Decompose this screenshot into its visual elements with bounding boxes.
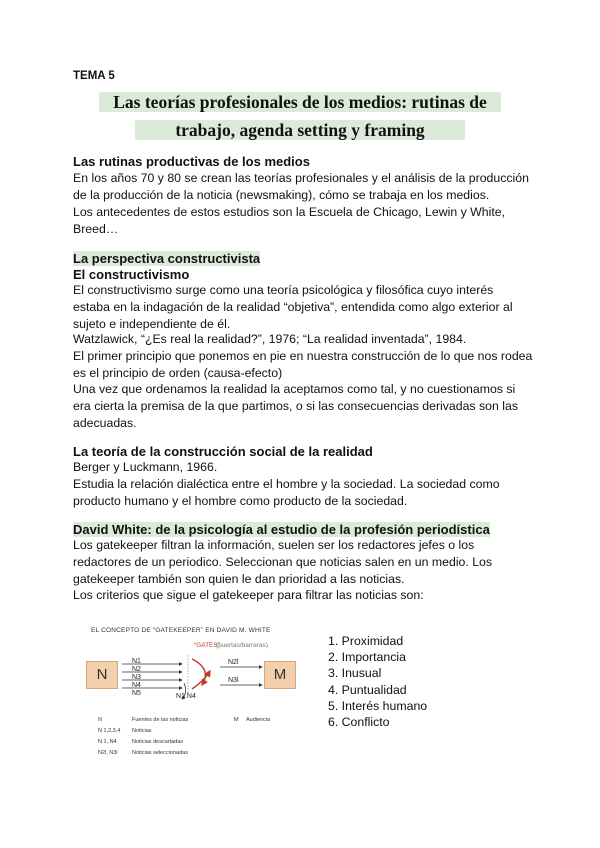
tema-label: TEMA 5 bbox=[73, 70, 115, 82]
diagram-input-n2: N2 bbox=[132, 666, 141, 673]
paragraph-rutinas-2: Los antecedentes de estos estudios son la Escuela de Chicago, Lewin y White, Breed… bbox=[73, 205, 506, 236]
criteria-item: 1. Proximidad bbox=[328, 634, 404, 648]
legend-desc-m: Audiencia bbox=[246, 717, 271, 723]
criteria-item: 2. Importancia bbox=[328, 650, 406, 665]
paragraph-constructivismo-2: Watzlawick, “¿Es real la realidad?”, 1976; “La realidad inventada”, 1984. bbox=[73, 332, 467, 346]
paragraph-constructivismo-1: El constructivismo surge como una teoría psicológica y filosófica cuyo interés estaba en la indagación de la realidad “objetiva”, entendida como algo exterior al sujeto e independiente de él. bbox=[73, 283, 513, 331]
criteria-item: 5. Interés humano bbox=[328, 698, 428, 713]
diagram-output-1: N2l bbox=[228, 659, 239, 666]
diagram-box-sources: N bbox=[86, 661, 118, 689]
diagram-output-2: N3l bbox=[228, 677, 239, 684]
paragraph-construccion-1: Berger y Luckmann, 1966. bbox=[73, 460, 218, 474]
paragraph-constructivismo-4: Una vez que ordenamos la realidad la aceptamos como tal, y no cuestionamos si era cierta la premisa de la que partimos, o si las consecuencias derivadas son las adecuadas. bbox=[73, 382, 518, 430]
heading-constructivista bbox=[73, 250, 260, 267]
paragraph-rutinas-1: En los años 70 y 80 se crean las teorías profesionales y el análisis de la producción de la producción de la noticia (newsmaking), cómo se trabaja en los medios. bbox=[73, 171, 529, 202]
legend-desc-3: Noticias descartadas bbox=[132, 739, 184, 745]
diagram-input-n3: N3 bbox=[132, 674, 141, 681]
legend-key-1: N bbox=[98, 717, 102, 723]
title-line-1: Las teorías profesionales de los medios: rutinas de bbox=[99, 92, 501, 112]
legend-key-m: M bbox=[234, 717, 239, 723]
legend-desc-4: Noticias seleccionadas bbox=[132, 750, 188, 756]
legend-desc-2: Noticias bbox=[132, 728, 152, 734]
heading-david-white bbox=[73, 521, 490, 538]
gatekeeper-diagram bbox=[84, 627, 310, 763]
diagram-rejected: N1 N4 bbox=[176, 693, 196, 700]
heading-rutinas: Las rutinas productivas de los medios bbox=[73, 154, 310, 169]
diagram-input-n4: N4 bbox=[132, 682, 141, 689]
legend-key-4: N2l, N3l bbox=[98, 750, 118, 756]
diagram-input-n5: N5 bbox=[132, 690, 141, 697]
paragraph-constructivismo-3: El primer principio que ponemos en pie en nuestra construcción de lo que nos rodea es el principio de orden (causa-efecto) bbox=[73, 349, 533, 380]
criteria-item: 4. Puntualidad bbox=[328, 682, 407, 697]
document-title bbox=[88, 88, 512, 144]
criteria-item: 6. Conflicto bbox=[328, 715, 390, 730]
diagram-box-audience: M bbox=[264, 661, 296, 689]
paragraph-white-2: Los criterios que sigue el gatekeeper para filtrar las noticias son: bbox=[73, 588, 424, 602]
criteria-list bbox=[328, 633, 427, 730]
legend-key-2: N 1,2,3,4 bbox=[98, 728, 121, 734]
diagram-gates-label: “GATES” bbox=[194, 642, 220, 649]
heading-construccion-social: La teoría de la construcción social de la realidad bbox=[73, 444, 373, 459]
subheading-constructivismo: El constructivismo bbox=[73, 267, 190, 282]
title-line-2: trabajo, agenda setting y framing bbox=[135, 120, 464, 140]
diagram-gates-note: (puertas/barreras) bbox=[216, 642, 269, 649]
heading-constructivista-text: La perspectiva constructivista bbox=[73, 251, 261, 266]
diagram-title: EL CONCEPTO DE “GATEKEEPER” EN DAVID M. WHITE bbox=[91, 627, 271, 634]
paragraph-white-1: Los gatekeeper filtran la información, suelen ser los redactores jefes o los redactores de un periodico. Seleccionan que noticias salen en un medio. Los gatekeeper también son quien le dan prioridad a las noticias. bbox=[73, 538, 493, 586]
legend-key-3: N 1, N4 bbox=[98, 739, 117, 745]
criteria-item: 3. Inusual bbox=[328, 666, 382, 681]
paragraph-construccion-2: Estudia la relación dialéctica entre el hombre y la sociedad. La sociedad como producto humano y el hombre como producto de la sociedad. bbox=[73, 477, 500, 508]
heading-david-white-text: David White: de la psicología al estudio de la profesión periodística bbox=[73, 522, 490, 537]
diagram-input-n1: N1 bbox=[132, 658, 141, 665]
legend-desc-1: Fuentes de las noticias bbox=[132, 717, 189, 723]
